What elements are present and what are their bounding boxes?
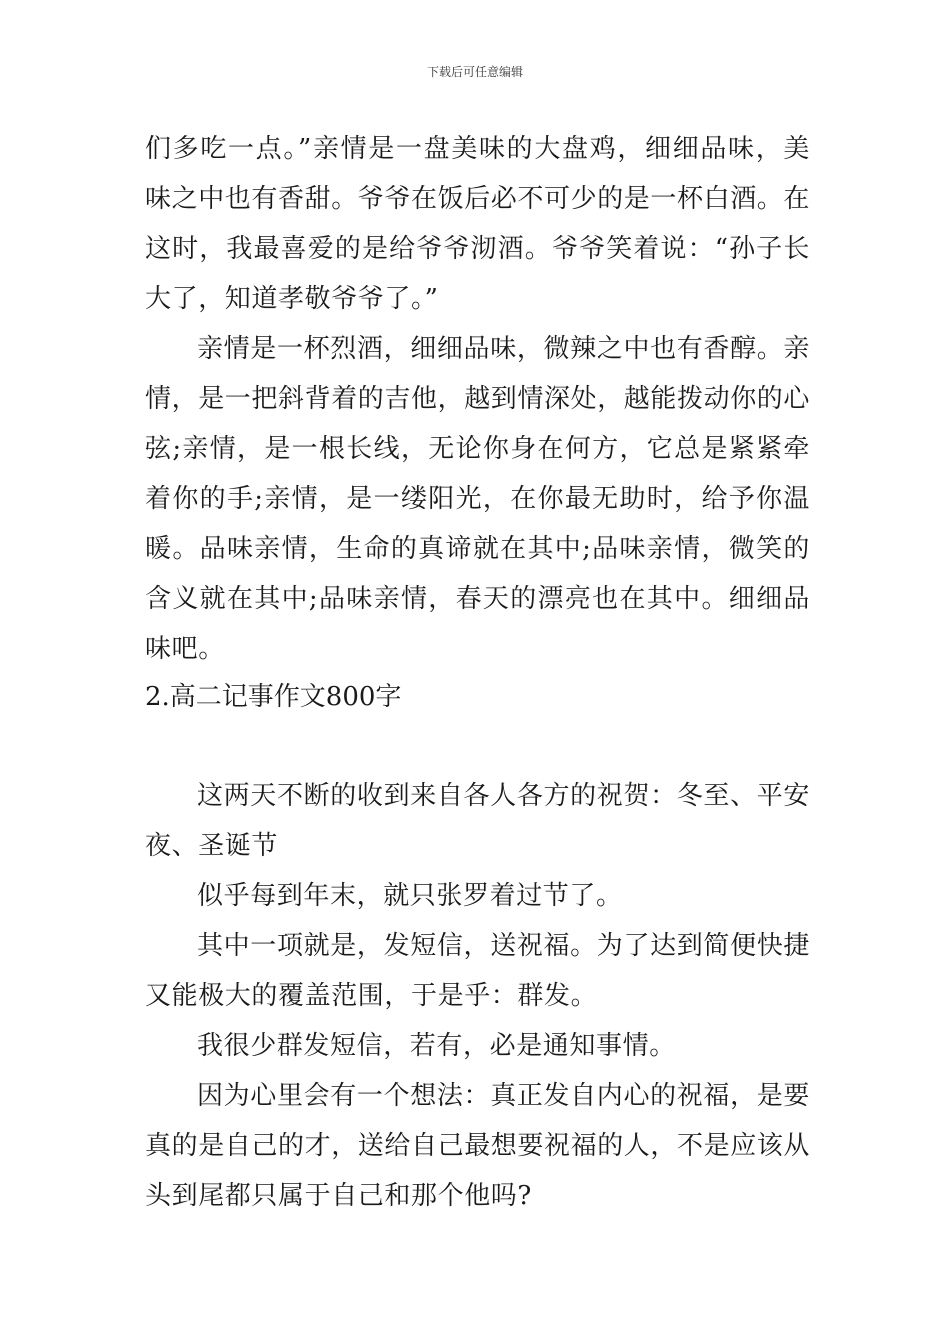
body-paragraph: 我很少群发短信，若有，必是通知事情。: [197, 1031, 676, 1061]
body-paragraph: 其中一项就是，发短信，送祝福。为了达到简便快捷又能极大的覆盖范围，于是乎：群发。: [145, 931, 810, 1011]
body-paragraph: 这两天不断的收到来自各人各方的祝贺：冬至、平安夜、圣诞节: [145, 781, 810, 861]
body-paragraph: 亲情是一杯烈酒，细细品味，微辣之中也有香醇。亲情，是一把斜背着的吉他，越到情深处，越能拨动你的心弦;亲情，是一根长线，无论你身在何方，它总是紧紧牵着你的手;亲情，是一缕阳光，在你最无助时，给予你温暖。品味亲情，生命的真谛就在其中;品味亲情，微笑的含义就在其中;品味亲情，春天的漂亮也在其中。细细品味吧。: [145, 334, 811, 664]
body-paragraph-continued: 们多吃一点。”亲情是一盘美味的大盘鸡，细细品味，美味之中也有香甜。爷爷在饭后必不可少的是一杯白酒。在这时，我最喜爱的是给爷爷沏酒。爷爷笑着说：“孙子长大了，知道孝敬爷爷了。”: [145, 134, 811, 314]
page-header: 下载后可任意编辑: [426, 65, 523, 79]
section-heading: 2.高二记事作文800字: [145, 682, 402, 712]
body-paragraph: 因为心里会有一个想法：真正发自内心的祝福，是要真的是自己的才，送给自己最想要祝福的人，不是应该从头到尾都只属于自己和那个他吗?: [145, 1081, 811, 1211]
body-paragraph: 似乎每到年末，就只张罗着过节了。: [197, 881, 623, 911]
